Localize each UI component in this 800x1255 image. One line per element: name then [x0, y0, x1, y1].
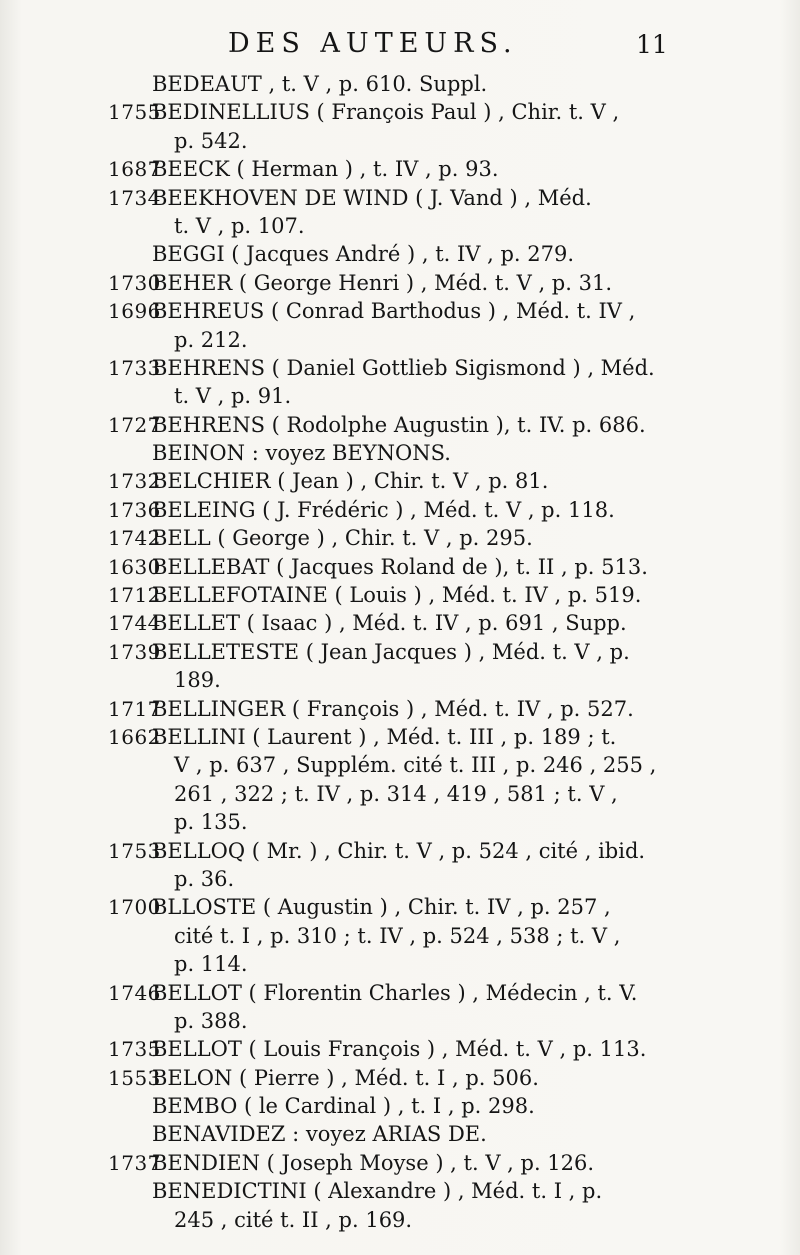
entry-line [0, 723, 800, 751]
entry-text: BELLOQ ( Mr. ) , Chir. t. V , p. 524 , cité , ibid. [152, 838, 646, 863]
entry-line [0, 524, 800, 552]
index-entry [0, 1064, 800, 1092]
entry-line [0, 240, 800, 268]
entry-year: 1746 [108, 980, 161, 1005]
entry-year: 1687 [108, 157, 161, 182]
entry-text: 261 , 322 ; t. IV , p. 314 , 419 , 581 ; t. V , [174, 781, 618, 806]
entry-text: BELL ( George ) , Chir. t. V , p. 295. [152, 526, 533, 551]
entry-text: BELLEFOTAINE ( Louis ) , Méd. t. IV , p. 519. [152, 583, 642, 608]
author-index-list [0, 70, 800, 1234]
entry-continuation-line [0, 751, 800, 779]
entry-year: 1700 [108, 895, 161, 920]
entry-continuation-line [0, 950, 800, 978]
entry-text: BELLINGER ( François ) , Méd. t. IV , p. 527. [152, 696, 634, 721]
index-entry [0, 1120, 800, 1148]
entry-text: BEHER ( George Henri ) , Méd. t. V , p. 31. [152, 270, 613, 295]
entry-line [0, 979, 800, 1007]
entry-year: 1755 [108, 100, 161, 125]
entry-line [0, 1177, 800, 1205]
index-entry [0, 695, 800, 723]
entry-line [0, 1035, 800, 1063]
entry-text: BEDINELLIUS ( François Paul ) , Chir. t. V , [152, 100, 620, 125]
index-entry [0, 893, 800, 978]
entry-text: BELCHIER ( Jean ) , Chir. t. V , p. 81. [152, 469, 549, 494]
index-entry [0, 638, 800, 695]
entry-year: 1717 [108, 696, 161, 721]
entry-line [0, 354, 800, 382]
entry-text: BEEKHOVEN DE WIND ( J. Vand ) , Méd. [152, 185, 592, 210]
entry-continuation-line [0, 865, 800, 893]
index-entry [0, 70, 800, 98]
running-title: DES AUTEURS. [228, 28, 518, 59]
index-entry [0, 155, 800, 183]
entry-text: BENEDICTINI ( Alexandre ) , Méd. t. I , p. [152, 1179, 603, 1204]
index-entry [0, 581, 800, 609]
entry-text: BELLOT ( Florentin Charles ) , Médecin , t. V. [152, 980, 638, 1005]
entry-text: V , p. 637 , Supplém. cité t. III , p. 246 , 255 , [174, 753, 657, 778]
entry-year: 1732 [108, 469, 161, 494]
entry-line [0, 70, 800, 98]
entry-text: BELEING ( J. Frédéric ) , Méd. t. V , p. 118. [152, 497, 615, 522]
entry-year: 1753 [108, 838, 161, 863]
entry-continuation-line [0, 780, 800, 808]
index-entry [0, 1149, 800, 1177]
entry-year: 1733 [108, 355, 161, 380]
entry-text: p. 542. [174, 128, 248, 153]
index-entry [0, 98, 800, 155]
entry-continuation-line [0, 1206, 800, 1234]
entry-text: BENAVIDEZ : voyez ARIAS DE. [152, 1122, 487, 1147]
entry-continuation-line [0, 922, 800, 950]
entry-line [0, 893, 800, 921]
entry-text: cité t. I , p. 310 ; t. IV , p. 524 , 538 ; t. V , [174, 923, 621, 948]
entry-year: 1742 [108, 526, 161, 551]
index-entry [0, 524, 800, 552]
entry-text: t. V , p. 91. [174, 384, 292, 409]
entry-year: 1727 [108, 412, 161, 437]
entry-text: BELLINI ( Laurent ) , Méd. t. III , p. 189 ; t. [152, 724, 617, 749]
entry-text: BEECK ( Herman ) , t. IV , p. 93. [152, 157, 499, 182]
entry-line [0, 1092, 800, 1120]
index-entry [0, 184, 800, 241]
entry-text: 189. [174, 668, 221, 693]
entry-text: p. 36. [174, 866, 235, 891]
index-entry [0, 979, 800, 1036]
index-entry [0, 496, 800, 524]
entry-line [0, 1120, 800, 1148]
entry-line [0, 581, 800, 609]
entry-text: 245 , cité t. II , p. 169. [174, 1207, 413, 1232]
entry-year: 1737 [108, 1150, 161, 1175]
entry-continuation-line [0, 1007, 800, 1035]
index-entry [0, 439, 800, 467]
entry-text: BELON ( Pierre ) , Méd. t. I , p. 506. [152, 1065, 539, 1090]
index-entry [0, 354, 800, 411]
entry-year: 1553 [108, 1065, 161, 1090]
entry-continuation-line [0, 127, 800, 155]
entry-year: 1696 [108, 299, 161, 324]
entry-text: p. 388. [174, 1008, 248, 1033]
entry-line [0, 609, 800, 637]
entry-line [0, 638, 800, 666]
entry-line [0, 184, 800, 212]
entry-year: 1730 [108, 270, 161, 295]
entry-text: BELLETESTE ( Jean Jacques ) , Méd. t. V , p. [152, 639, 630, 664]
entry-line [0, 553, 800, 581]
entry-line [0, 837, 800, 865]
entry-text: BEHREUS ( Conrad Barthodus ) , Méd. t. IV , [152, 299, 636, 324]
entry-text: BEHRENS ( Daniel Gottlieb Sigismond ) , Méd. [152, 355, 655, 380]
entry-line [0, 467, 800, 495]
index-entry [0, 723, 800, 837]
entry-text: BLLOSTE ( Augustin ) , Chir. t. IV , p. 257 , [152, 895, 611, 920]
entry-text: p. 114. [174, 952, 248, 977]
entry-year: 1736 [108, 497, 161, 522]
entry-text: p. 135. [174, 810, 248, 835]
index-entry [0, 269, 800, 297]
entry-continuation-line [0, 382, 800, 410]
entry-line [0, 439, 800, 467]
entry-text: BEHRENS ( Rodolphe Augustin ), t. IV. p. 686. [152, 412, 646, 437]
entry-line [0, 155, 800, 183]
entry-line [0, 1064, 800, 1092]
index-entry [0, 297, 800, 354]
entry-text: BENDIEN ( Joseph Moyse ) , t. V , p. 126. [152, 1150, 595, 1175]
entry-year: 1739 [108, 639, 161, 664]
page-header [0, 28, 800, 68]
index-entry [0, 467, 800, 495]
entry-line [0, 297, 800, 325]
index-entry [0, 553, 800, 581]
index-entry [0, 1177, 800, 1234]
entry-continuation-line [0, 212, 800, 240]
entry-line [0, 411, 800, 439]
entry-continuation-line [0, 808, 800, 836]
index-entry [0, 411, 800, 439]
entry-text: BELLET ( Isaac ) , Méd. t. IV , p. 691 , Supp. [152, 611, 627, 636]
index-entry [0, 837, 800, 894]
entry-line [0, 695, 800, 723]
entry-text: BEDEAUT , t. V , p. 610. Suppl. [152, 72, 488, 96]
index-entry [0, 609, 800, 637]
entry-year: 1712 [108, 583, 161, 608]
index-entry [0, 1092, 800, 1120]
entry-continuation-line [0, 666, 800, 694]
entry-text: BEINON : voyez BEYNONS. [152, 441, 451, 466]
entry-text: t. V , p. 107. [174, 213, 305, 238]
entry-line [0, 98, 800, 126]
entry-year: 1744 [108, 611, 161, 636]
entry-text: BEGGI ( Jacques André ) , t. IV , p. 279. [152, 242, 575, 267]
entry-line [0, 496, 800, 524]
entry-text: BELLEBAT ( Jacques Roland de ), t. II , p. 513. [152, 554, 648, 579]
index-entry [0, 240, 800, 268]
index-entry [0, 1035, 800, 1063]
entry-continuation-line [0, 326, 800, 354]
entry-year: 1735 [108, 1037, 161, 1062]
entry-year: 1630 [108, 554, 161, 579]
entry-text: BEMBO ( le Cardinal ) , t. I , p. 298. [152, 1094, 535, 1119]
entry-year: 1662 [108, 724, 161, 749]
entry-text: p. 212. [174, 327, 248, 352]
entry-line [0, 269, 800, 297]
entry-text: BELLOT ( Louis François ) , Méd. t. V , p. 113. [152, 1037, 647, 1062]
entry-year: 1734 [108, 185, 161, 210]
entry-line [0, 1149, 800, 1177]
page-number: 11 [636, 30, 668, 59]
